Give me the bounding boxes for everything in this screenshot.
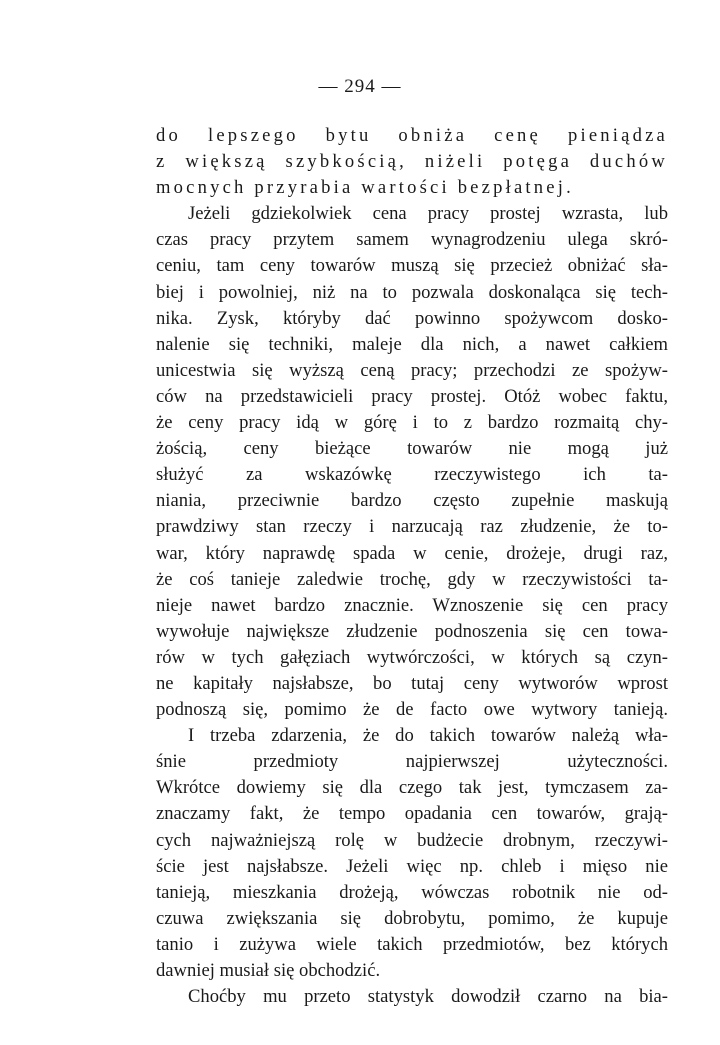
text-line: mocnych przyrabia wartości bezpłatnej. <box>156 177 574 199</box>
text-line: rów w tych gałęziach wytwórczości, w których są czyn- <box>156 646 668 668</box>
text-line: unicestwia się wyższą ceną pracy; przechodzi ze spożyw- <box>156 359 668 381</box>
text-line: niania, przeciwnie bardzo często zupełnie maskują <box>156 490 668 512</box>
body-text <box>156 123 668 1010</box>
text-line: znaczamy fakt, że tempo opadania cen towarów, grają- <box>156 803 668 825</box>
text-line: Jeżeli gdziekolwiek cena pracy prostej wzrasta, lub <box>188 203 668 225</box>
text-line: do lepszego bytu obniża cenę pieniądza <box>156 125 668 146</box>
text-line: że coś tanieje zaledwie trochę, gdy w rzeczywistości ta- <box>156 568 668 590</box>
text-line: tanieją, mieszkania drożeją, wówczas robotnik nie od- <box>156 881 668 903</box>
text-line: war, który naprawdę spada w cenie, drożeje, drugi raz, <box>156 542 668 564</box>
text-line: z większą szybkością, niżeli potęga duchów <box>156 151 668 173</box>
text-line: Wkrótce dowiemy się dla czego tak jest, tymczasem za- <box>156 777 668 799</box>
text-line: ceniu, tam ceny towarów muszą się przecież obniżać sła- <box>156 255 668 277</box>
text-line: ców na przedstawicieli pracy prostej. Otóż wobec faktu, <box>156 385 668 407</box>
text-line: nieje nawet bardzo znacznie. Wznoszenie się cen pracy <box>156 594 668 616</box>
text-line: podnoszą się, pomimo że de facto owe wytwory tanieją. <box>156 699 668 721</box>
text-line: tanio i zużywa wiele takich przedmiotów, bez których <box>156 933 668 955</box>
text-line: biej i powolniej, niż na to pozwala doskonaląca się tech- <box>156 281 668 303</box>
text-line: czas pracy przytem samem wynagrodzeniu ulega skró- <box>156 229 668 251</box>
page-number: — 294 — <box>318 76 402 97</box>
text-line: nalenie się techniki, maleje dla nich, a nawet całkiem <box>156 333 668 355</box>
text-line: dawniej musiał się obchodzić. <box>156 960 381 981</box>
text-line: że ceny pracy idą w górę i to z bardzo rozmaitą chy- <box>156 412 668 434</box>
text-line: wywołuje największe złudzenie podnoszenia się cen towa- <box>156 620 668 642</box>
text-line: ście jest najsłabsze. Jeżeli więc np. chleb i mięso nie <box>156 855 668 877</box>
text-line: czuwa zwiększania się dobrobytu, pomimo, że kupuje <box>156 907 668 929</box>
text-line: I trzeba zdarzenia, że do takich towarów należą wła- <box>188 725 668 747</box>
text-line: nika. Zysk, któryby dać powinno spożywcom dosko- <box>156 307 668 329</box>
text-line: śnie przedmioty najpierwszej użyteczności. <box>156 751 668 773</box>
text-line: prawdziwy stan rzeczy i narzucają raz złudzenie, że to- <box>156 516 668 538</box>
text-line: żością, ceny bieżące towarów nie mogą już <box>156 438 668 460</box>
text-line: służyć za wskazówkę rzeczywistego ich ta- <box>156 464 668 486</box>
text-line: Choćby mu przeto statystyk dowodził czarno na bia- <box>188 986 668 1008</box>
text-line: ne kapitały najsłabsze, bo tutaj ceny wytworów wprost <box>156 672 668 694</box>
text-line: cych najważniejszą rolę w budżecie drobnym, rzeczywi- <box>156 829 668 851</box>
